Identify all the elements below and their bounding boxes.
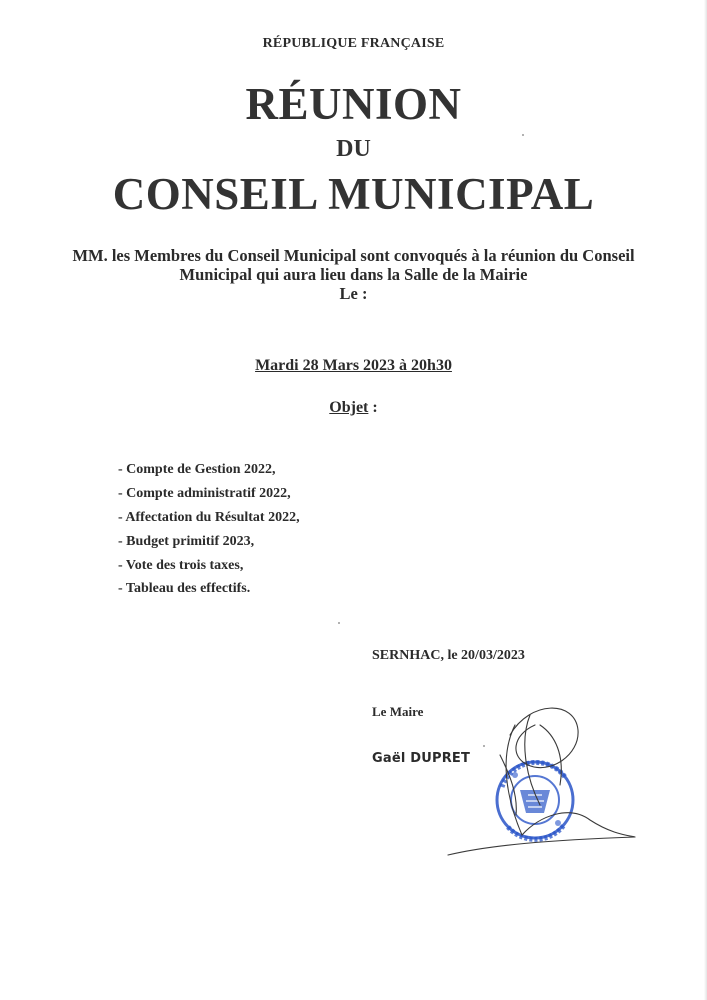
stamp-and-signature xyxy=(440,695,640,870)
convocation-line-2: Municipal qui aura lieu dans la Salle de la Mairie xyxy=(179,265,528,284)
agenda-item: - Compte de Gestion 2022, xyxy=(118,462,276,477)
republic-heading: RÉPUBLIQUE FRANÇAISE xyxy=(262,36,445,51)
objet-label: Objet xyxy=(329,399,369,416)
agenda-item: - Tableau des effectifs. xyxy=(118,581,251,597)
agenda-item: - Budget primitif 2023, xyxy=(118,533,255,549)
agenda-item: - Vote des trois taxes, xyxy=(118,557,244,573)
place-and-date: SERNHAC, le 20/03/2023 xyxy=(372,648,525,663)
convocation-text xyxy=(0,246,707,303)
objet-colon: : xyxy=(368,399,378,416)
agenda-list xyxy=(118,461,300,604)
council-title: CONSEIL MUNICIPAL xyxy=(112,169,595,219)
meeting-datetime: Mardi 28 Mars 2023 à 20h30 xyxy=(255,357,452,374)
convocation-line-1: MM. les Membres du Conseil Municipal sont convoqués à la réunion du Conseil xyxy=(72,246,635,265)
paper-speck xyxy=(522,134,524,136)
paper-speck xyxy=(338,622,340,624)
mayor-signature xyxy=(448,708,635,855)
mayor-role: Le Maire xyxy=(372,704,424,719)
agenda-item: - Compte administratif 2022, xyxy=(118,485,291,501)
title-connector: DU xyxy=(336,136,371,162)
convocation-line-3: Le : xyxy=(339,284,368,303)
agenda-item: - Affectation du Résultat 2022, xyxy=(118,509,300,525)
meeting-title: RÉUNION xyxy=(245,79,462,129)
paper-speck xyxy=(483,745,485,747)
objet-heading xyxy=(0,399,707,417)
mayor-name: Gaël DUPRET xyxy=(372,751,471,766)
